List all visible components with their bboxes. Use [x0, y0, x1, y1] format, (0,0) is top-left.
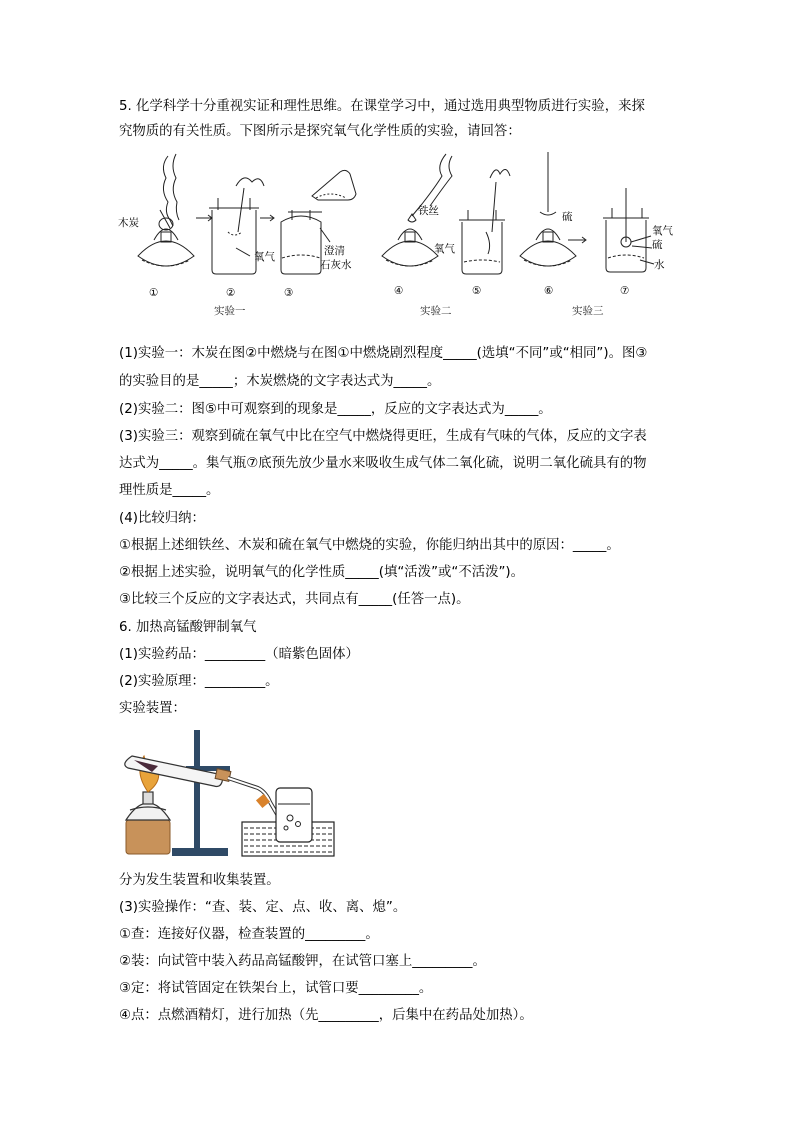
q5-part3-line-1: (3)实验三：观察到硫在氧气中比在空气中燃烧得更旺，生成有气味的气体，反应的文字表	[119, 429, 647, 444]
q5-part3-line-2: 达式为_____。集气瓶⑦底预先放少量水来吸收生成气体二氧化硫，说明二氧化硫具有的物	[119, 456, 647, 471]
q5-part4-item-1: ①根据上述细铁丝、木炭和硫在氧气中燃烧的实验，你能归纳出其中的原因：_____。	[119, 538, 620, 553]
label-charcoal: 木炭	[118, 217, 139, 229]
q6-operation-1: ①查：连接好仪器，检查装置的_________。	[119, 927, 379, 942]
test-tube	[125, 756, 231, 787]
q6-apparatus-label: 实验装置：	[119, 701, 186, 716]
apparatus-1-charcoal-lamp	[138, 154, 194, 266]
label-oxygen-7: 氧气	[652, 225, 673, 237]
q5-part2-line-1: (2)实验二：图⑤中可观察到的现象是_____，反应的文字表达式为_____。	[119, 402, 552, 417]
caption-experiment-1: 实验一	[214, 305, 246, 317]
q6-title: 6. 加热高锰酸钾制氧气	[119, 620, 257, 635]
q5-part3-line-3: 理性质是_____。	[119, 483, 220, 498]
q5-intro-line-2: 究物质的有关性质。下图所示是探究氧气化学性质的实验，请回答：	[119, 124, 521, 139]
q5-part4-title: (4)比较归纳：	[119, 511, 205, 526]
caption-experiment-3: 实验三	[572, 305, 604, 317]
figure-number-7: ⑦	[620, 285, 630, 297]
gas-collecting-bottle	[276, 788, 312, 842]
q6-part3-title: (3)实验操作：“查、装、定、点、收、离、熄”。	[119, 900, 407, 915]
q5-intro-line-1: 5. 化学科学十分重视实证和理性思维。在课堂学习中，通过选用典型物质进行实验，来探	[119, 99, 645, 114]
q5-part1-line-1: (1)实验一：木炭在图②中燃烧与在图①中燃烧剧烈程度_____(选填“不同”或“相同”)。图③	[119, 346, 648, 361]
q5-part4-item-3: ③比较三个反应的文字表达式，共同点有_____(任答一点)。	[119, 592, 470, 607]
apparatus-6-sulfur-lamp	[520, 152, 576, 266]
label-water-7: 水	[654, 259, 665, 271]
label-oxygen-5: 氧气	[434, 243, 455, 255]
q5-part1-line-2: 的实验目的是_____；木炭燃烧的文字表达式为_____。	[119, 374, 441, 389]
q6-operation-2: ②装：向试管中装入药品高锰酸钾，在试管口塞上_________。	[119, 954, 486, 969]
q6-apparatus-caption: 分为发生装置和收集装置。	[119, 873, 280, 888]
figure-number-6: ⑥	[544, 285, 554, 297]
q5-part4-item-2: ②根据上述实验，说明氧气的化学性质_____(填“活泼”或“不活泼”)。	[119, 565, 525, 580]
iron-stand	[172, 730, 230, 856]
q6-part1: (1)实验药品：_________（暗紫色固体）	[119, 647, 359, 662]
wood-block	[126, 820, 170, 854]
apparatus-5-iron-jar	[459, 169, 510, 274]
caption-experiment-2: 实验二	[420, 305, 452, 317]
oxygen-experiments-figure	[116, 148, 686, 318]
figure-number-5: ⑤	[472, 285, 482, 297]
kmno4-apparatus-figure	[118, 726, 336, 862]
label-oxygen-2: 氧气	[254, 251, 275, 263]
label-sulfur-6: 硫	[562, 211, 573, 223]
figure-number-3: ③	[284, 287, 294, 299]
label-iron-wire: 铁丝	[418, 205, 439, 217]
apparatus-7-sulfur-jar	[603, 188, 654, 272]
q6-part2: (2)实验原理：_________。	[119, 674, 279, 689]
figure-number-2: ②	[226, 287, 236, 299]
label-sulfur-7: 硫	[652, 239, 663, 251]
figure-number-1: ①	[149, 287, 159, 299]
figure-number-4: ④	[394, 285, 404, 297]
q6-operation-4: ④点：点燃酒精灯，进行加热（先_________，后集中在药品处加热）。	[119, 1008, 533, 1023]
label-limewater-2: 石灰水	[320, 259, 352, 271]
alcohol-lamp	[126, 792, 170, 820]
label-limewater-1: 澄清	[324, 245, 345, 257]
q6-operation-3: ③定：将试管固定在铁架台上，试管口要_________。	[119, 981, 433, 996]
